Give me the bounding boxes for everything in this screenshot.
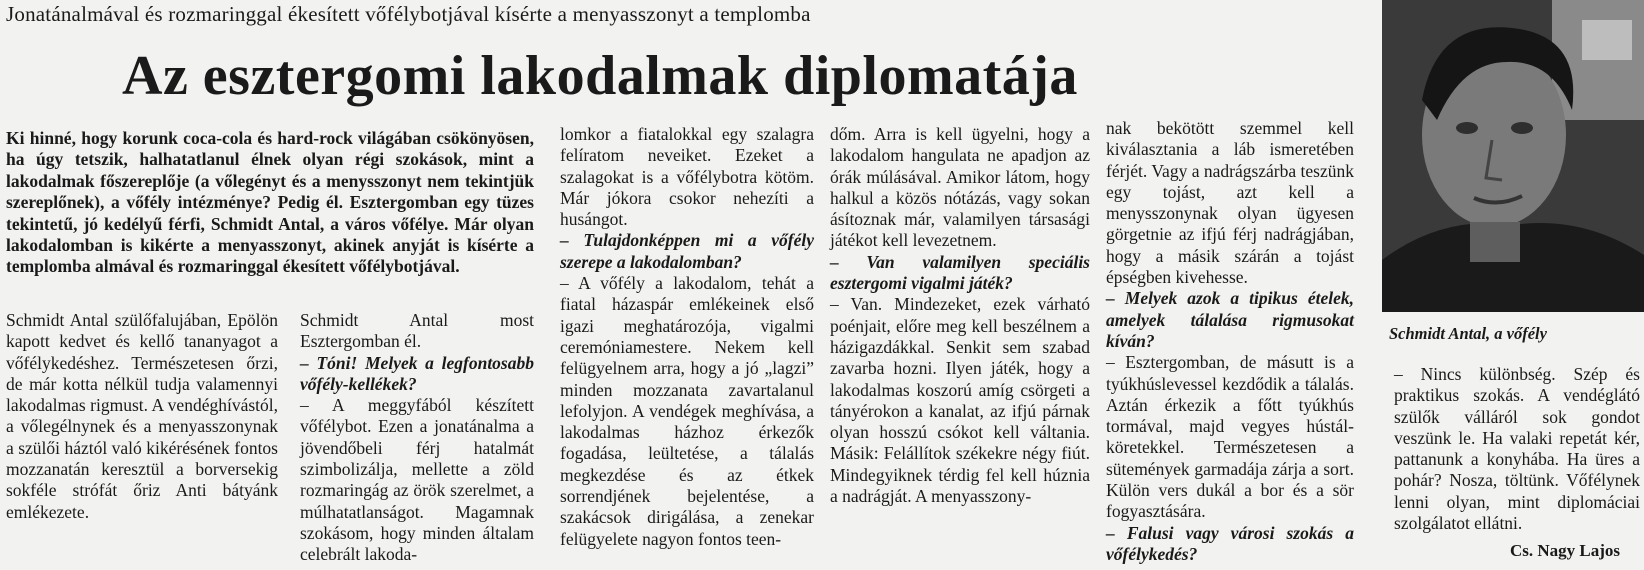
- column-3-paragraph-1: lomkor a fiatalokkal egy szalagra felíratom neveiket. Ezeket a szalagokat is a vőfélybotra kötöm. Már jókora csokor nehezíti a husángot.: [560, 124, 814, 230]
- question-2: – Tulajdonképpen mi a vőfély szerepe a lakodalomban?: [560, 230, 814, 272]
- portrait-photo: [1382, 0, 1644, 312]
- column-3-paragraph-2: – A vőfély a lakodalom, tehát a fiatal házaspár emlékeinek első igazi meghatározója, vigalmi ceremóniamestere. Nekem kell felügyelnem arra, hogy a jó „lagzi” minden mozzanata zavartalanul lefolyjon. A vendégek meghívása, a lakodalmas házhoz érkezők fogadása, leültetése, a tálalás megkezdése és az étkek sorrendjének bejelentése, a szakácsok dirigálása, a zenekar felügyelete nagyon fontos teen-: [560, 273, 814, 549]
- headline: Az esztergomi lakodalmak diplomatája: [122, 45, 1078, 107]
- column-2-paragraph-2: – A meggyfából készített vőfélybot. Ezen a jonatánalma a jövendőbeli férj hatalmát szimbolizálja, mellette a zöld rozmaringág az örök szerelmet, a múlhatatlanságot. Magamnak szokásom, hogy minden általam celebrált lakoda-: [300, 395, 534, 565]
- column-3: [560, 124, 814, 550]
- column-4-paragraph-2: – Van. Mindezeket, ezek várható poénjait, előre meg kell beszélnem a házigazdákkal. Senkit sem szabad zavarba hozni. Ilyen játék, hogy a lakodalmas koszorú amíg csörgeti a tányérokon a kanalat, az ifjú párnak olyan hosszú csókot kell váltania. Másik: Felállítok székekre négy fiút. Mindegyiknek térdig fel kell húznia a nadrágját. A menyasszony-: [830, 294, 1090, 507]
- column-6-paragraph: – Nincs különbség. Szép és praktikus szokás. A vendéglátó szülők válláról sok gondot veszünk le. Ha valaki repetát kér, pattanunk a konyhába. Ha üres a pohár? Nosza, töltünk. Vőfélynek lenni olyan, mint diplomáciai szolgálatot ellátni.: [1394, 364, 1640, 534]
- question-3: – Van valamilyen speciális esztergomi vigalmi játék?: [830, 251, 1090, 294]
- column-2: [300, 310, 534, 566]
- column-1-paragraph: Schmidt Antal szülőfalujában, Epölön kapott kedvet és kellő tananyagot a vőfélykedéshez. Természetesen őrzi, de már kotta nélkül tudja valamennyi lakodalmas rigmust. A vendéghívástól, a vőlegélnynek és a menyasszonynak a szülői háztól való kikérésének fontos mozzanatán keresztül a borversekig sokféle strófát őriz Anti bátyánk emlékezete.: [6, 310, 278, 522]
- column-6: [1394, 364, 1640, 534]
- question-5: – Falusi vagy városi szokás a vőfélykedés?: [1106, 522, 1354, 564]
- question-1: – Tóni! Melyek a legfontosabb vőfély-kellékek?: [300, 352, 534, 394]
- column-5: [1106, 118, 1354, 565]
- kicker: Jonatánalmával és rozmaringgal ékesített vőfélybotjával kísérte a menyasszonyt a templomba: [6, 2, 811, 26]
- column-1: [6, 310, 278, 523]
- photo-caption: Schmidt Antal, a vőfély: [1389, 324, 1547, 343]
- question-4: – Melyek azok a tipikus ételek, amelyek tálalása rigmusokat kíván?: [1106, 288, 1354, 351]
- column-5-paragraph-2: – Esztergomban, de másutt is a tyúkhúslevessel kezdődik a tálalás. Aztán érkezik a főtt tyúkhús tormával, majd vegyes hústál-köretekkel. Természetesen a sütemények garmadája zárja a sort. Külön vers dukál a bor és a sör fogyasztására.: [1106, 352, 1354, 522]
- column-4: [830, 124, 1090, 507]
- column-4-paragraph-1: dőm. Arra is kell ügyelni, hogy a lakodalom hangulata ne apadjon az órák múlásával. Amikor látom, hogy halkul a közös nótázás, vagy sokan ásítoznak már, valamilyen társasági játékot kell levezetnem.: [830, 124, 1090, 251]
- lead-paragraph: Ki hinné, hogy korunk coca-cola és hard-rock világában csökönyösen, ha úgy tetszik, halhatatlanul élnek olyan régi szokások, mint a lakodalmak főszereplője (a vőlegényt és a menysszonyt nem tekintjük szereplőnek), a vőfély intézménye? Pedig él. Esztergomban egy tüzes tekintetű, jó kedélyű férfi, Schmidt Antal, a város vőfélye. Már olyan lakodalomban is kikérte a menyasszonyt, akinek anyját is kísérte a templomba almával és rozmaringgal ékesített vőfélybotjával.: [6, 128, 534, 277]
- byline: Cs. Nagy Lajos: [1510, 541, 1621, 560]
- column-5-paragraph-1: nak bekötött szemmel kell kiválasztania a láb ismeretében férjét. Vagy a nadrágszárba teszünk egy tojást, azt kell a menysszonynak olyan ügyesen görgetnie az ifjú férj nadrágjában, hogy a másik szárán a tojást épségben kivehesse.: [1106, 118, 1354, 288]
- column-2-paragraph-1: Schmidt Antal most Esztergomban él.: [300, 310, 534, 352]
